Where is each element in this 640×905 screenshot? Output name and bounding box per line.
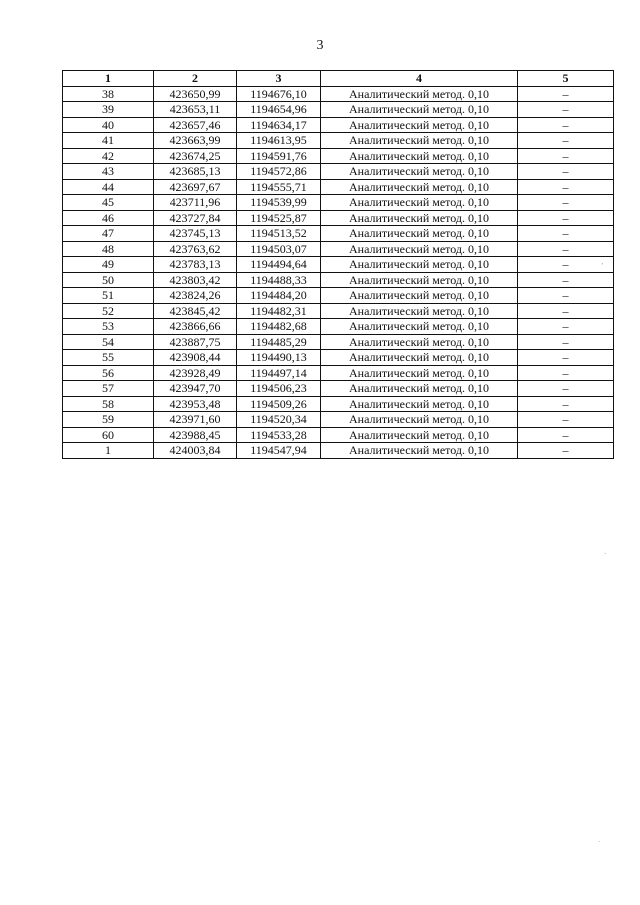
- y-coordinate-cell: 1194572,86: [237, 164, 321, 180]
- point-number-cell: 44: [63, 179, 154, 195]
- y-coordinate-cell: 1194488,33: [237, 272, 321, 288]
- point-number-cell: 45: [63, 195, 154, 211]
- method-accuracy-cell: Аналитический метод. 0,10: [321, 148, 518, 164]
- note-cell: –: [518, 195, 614, 211]
- point-number-cell: 53: [63, 319, 154, 335]
- note-cell: –: [518, 102, 614, 118]
- x-coordinate-cell: 423727,84: [154, 210, 237, 226]
- y-coordinate-cell: 1194676,10: [237, 86, 321, 102]
- point-number-cell: 50: [63, 272, 154, 288]
- y-coordinate-cell: 1194494,64: [237, 257, 321, 273]
- point-number-cell: 56: [63, 365, 154, 381]
- y-coordinate-cell: 1194513,52: [237, 226, 321, 242]
- y-coordinate-cell: 1194555,71: [237, 179, 321, 195]
- table-row: [63, 427, 614, 443]
- point-number-cell: 58: [63, 396, 154, 412]
- y-coordinate-cell: 1194634,17: [237, 117, 321, 133]
- table-row: [63, 164, 614, 180]
- point-number-cell: 43: [63, 164, 154, 180]
- method-accuracy-cell: Аналитический метод. 0,10: [321, 365, 518, 381]
- x-coordinate-cell: 423845,42: [154, 303, 237, 319]
- table-row: [63, 272, 614, 288]
- table-row: [63, 195, 614, 211]
- y-coordinate-cell: 1194533,28: [237, 427, 321, 443]
- note-cell: –: [518, 86, 614, 102]
- x-coordinate-cell: 423663,99: [154, 133, 237, 149]
- header-cell-3: 3: [237, 71, 321, 87]
- table-body: [63, 86, 614, 458]
- note-cell: –: [518, 334, 614, 350]
- table-row: [63, 319, 614, 335]
- table-row: [63, 210, 614, 226]
- x-coordinate-cell: 423908,44: [154, 350, 237, 366]
- table-row: [63, 241, 614, 257]
- table-row: [63, 443, 614, 459]
- scan-speck: ·: [604, 550, 607, 558]
- point-number-cell: 55: [63, 350, 154, 366]
- x-coordinate-cell: 423971,60: [154, 412, 237, 428]
- method-accuracy-cell: Аналитический метод. 0,10: [321, 319, 518, 335]
- point-number-cell: 47: [63, 226, 154, 242]
- table-row: [63, 396, 614, 412]
- table-row: [63, 86, 614, 102]
- table-row: [63, 381, 614, 397]
- point-number-cell: 51: [63, 288, 154, 304]
- note-cell: –: [518, 365, 614, 381]
- y-coordinate-cell: 1194509,26: [237, 396, 321, 412]
- note-cell: –: [518, 427, 614, 443]
- y-coordinate-cell: 1194490,13: [237, 350, 321, 366]
- x-coordinate-cell: 423824,26: [154, 288, 237, 304]
- method-accuracy-cell: Аналитический метод. 0,10: [321, 86, 518, 102]
- header-row: [63, 71, 614, 87]
- point-number-cell: 39: [63, 102, 154, 118]
- method-accuracy-cell: Аналитический метод. 0,10: [321, 303, 518, 319]
- y-coordinate-cell: 1194520,34: [237, 412, 321, 428]
- note-cell: –: [518, 303, 614, 319]
- method-accuracy-cell: Аналитический метод. 0,10: [321, 443, 518, 459]
- header-cell-4: 4: [321, 71, 518, 87]
- x-coordinate-cell: 423745,13: [154, 226, 237, 242]
- note-cell: –: [518, 226, 614, 242]
- x-coordinate-cell: 423887,75: [154, 334, 237, 350]
- header-cell-2: 2: [154, 71, 237, 87]
- x-coordinate-cell: 423803,42: [154, 272, 237, 288]
- point-number-cell: 46: [63, 210, 154, 226]
- y-coordinate-cell: 1194484,20: [237, 288, 321, 304]
- point-number-cell: 48: [63, 241, 154, 257]
- method-accuracy-cell: Аналитический метод. 0,10: [321, 241, 518, 257]
- y-coordinate-cell: 1194506,23: [237, 381, 321, 397]
- table-header: [63, 71, 614, 87]
- method-accuracy-cell: Аналитический метод. 0,10: [321, 210, 518, 226]
- note-cell: –: [518, 319, 614, 335]
- table-row: [63, 303, 614, 319]
- header-cell-1: 1: [63, 71, 154, 87]
- table-row: [63, 117, 614, 133]
- x-coordinate-cell: 423866,66: [154, 319, 237, 335]
- x-coordinate-cell: 423697,67: [154, 179, 237, 195]
- method-accuracy-cell: Аналитический метод. 0,10: [321, 195, 518, 211]
- method-accuracy-cell: Аналитический метод. 0,10: [321, 257, 518, 273]
- coordinates-table: [62, 70, 614, 459]
- point-number-cell: 42: [63, 148, 154, 164]
- method-accuracy-cell: Аналитический метод. 0,10: [321, 334, 518, 350]
- note-cell: –: [518, 210, 614, 226]
- y-coordinate-cell: 1194503,07: [237, 241, 321, 257]
- x-coordinate-cell: 423928,49: [154, 365, 237, 381]
- method-accuracy-cell: Аналитический метод. 0,10: [321, 412, 518, 428]
- table-row: [63, 257, 614, 273]
- point-number-cell: 49: [63, 257, 154, 273]
- method-accuracy-cell: Аналитический метод. 0,10: [321, 226, 518, 242]
- table-row: [63, 412, 614, 428]
- y-coordinate-cell: 1194539,99: [237, 195, 321, 211]
- x-coordinate-cell: 423953,48: [154, 396, 237, 412]
- note-cell: –: [518, 443, 614, 459]
- header-cell-5: 5: [518, 71, 614, 87]
- x-coordinate-cell: 423650,99: [154, 86, 237, 102]
- y-coordinate-cell: 1194613,95: [237, 133, 321, 149]
- method-accuracy-cell: Аналитический метод. 0,10: [321, 381, 518, 397]
- point-number-cell: 52: [63, 303, 154, 319]
- x-coordinate-cell: 423947,70: [154, 381, 237, 397]
- note-cell: –: [518, 241, 614, 257]
- note-cell: –: [518, 179, 614, 195]
- y-coordinate-cell: 1194482,31: [237, 303, 321, 319]
- note-cell: –: [518, 412, 614, 428]
- table-row: [63, 133, 614, 149]
- table-row: [63, 148, 614, 164]
- point-number-cell: 38: [63, 86, 154, 102]
- y-coordinate-cell: 1194525,87: [237, 210, 321, 226]
- note-cell: –: [518, 396, 614, 412]
- method-accuracy-cell: Аналитический метод. 0,10: [321, 117, 518, 133]
- table-row: [63, 288, 614, 304]
- y-coordinate-cell: 1194485,29: [237, 334, 321, 350]
- method-accuracy-cell: Аналитический метод. 0,10: [321, 427, 518, 443]
- x-coordinate-cell: 423783,13: [154, 257, 237, 273]
- point-number-cell: 1: [63, 443, 154, 459]
- note-cell: –: [518, 288, 614, 304]
- scan-speck: ·: [598, 838, 601, 846]
- note-cell: –: [518, 257, 614, 273]
- point-number-cell: 59: [63, 412, 154, 428]
- table-row: [63, 179, 614, 195]
- note-cell: –: [518, 133, 614, 149]
- table-row: [63, 350, 614, 366]
- method-accuracy-cell: Аналитический метод. 0,10: [321, 102, 518, 118]
- scan-speck: ʼ: [601, 262, 604, 270]
- point-number-cell: 41: [63, 133, 154, 149]
- table-row: [63, 102, 614, 118]
- note-cell: –: [518, 381, 614, 397]
- note-cell: –: [518, 164, 614, 180]
- x-coordinate-cell: 423988,45: [154, 427, 237, 443]
- method-accuracy-cell: Аналитический метод. 0,10: [321, 133, 518, 149]
- method-accuracy-cell: Аналитический метод. 0,10: [321, 272, 518, 288]
- x-coordinate-cell: 423763,62: [154, 241, 237, 257]
- table-row: [63, 365, 614, 381]
- point-number-cell: 60: [63, 427, 154, 443]
- method-accuracy-cell: Аналитический метод. 0,10: [321, 350, 518, 366]
- page-number: 3: [316, 38, 324, 53]
- x-coordinate-cell: 423685,13: [154, 164, 237, 180]
- x-coordinate-cell: 423711,96: [154, 195, 237, 211]
- y-coordinate-cell: 1194547,94: [237, 443, 321, 459]
- table-row: [63, 226, 614, 242]
- point-number-cell: 57: [63, 381, 154, 397]
- note-cell: –: [518, 148, 614, 164]
- x-coordinate-cell: 423657,46: [154, 117, 237, 133]
- y-coordinate-cell: 1194654,96: [237, 102, 321, 118]
- method-accuracy-cell: Аналитический метод. 0,10: [321, 288, 518, 304]
- note-cell: –: [518, 117, 614, 133]
- point-number-cell: 40: [63, 117, 154, 133]
- y-coordinate-cell: 1194497,14: [237, 365, 321, 381]
- x-coordinate-cell: 423653,11: [154, 102, 237, 118]
- x-coordinate-cell: 424003,84: [154, 443, 237, 459]
- note-cell: –: [518, 350, 614, 366]
- y-coordinate-cell: 1194482,68: [237, 319, 321, 335]
- method-accuracy-cell: Аналитический метод. 0,10: [321, 179, 518, 195]
- table-row: [63, 334, 614, 350]
- method-accuracy-cell: Аналитический метод. 0,10: [321, 164, 518, 180]
- note-cell: –: [518, 272, 614, 288]
- y-coordinate-cell: 1194591,76: [237, 148, 321, 164]
- method-accuracy-cell: Аналитический метод. 0,10: [321, 396, 518, 412]
- x-coordinate-cell: 423674,25: [154, 148, 237, 164]
- point-number-cell: 54: [63, 334, 154, 350]
